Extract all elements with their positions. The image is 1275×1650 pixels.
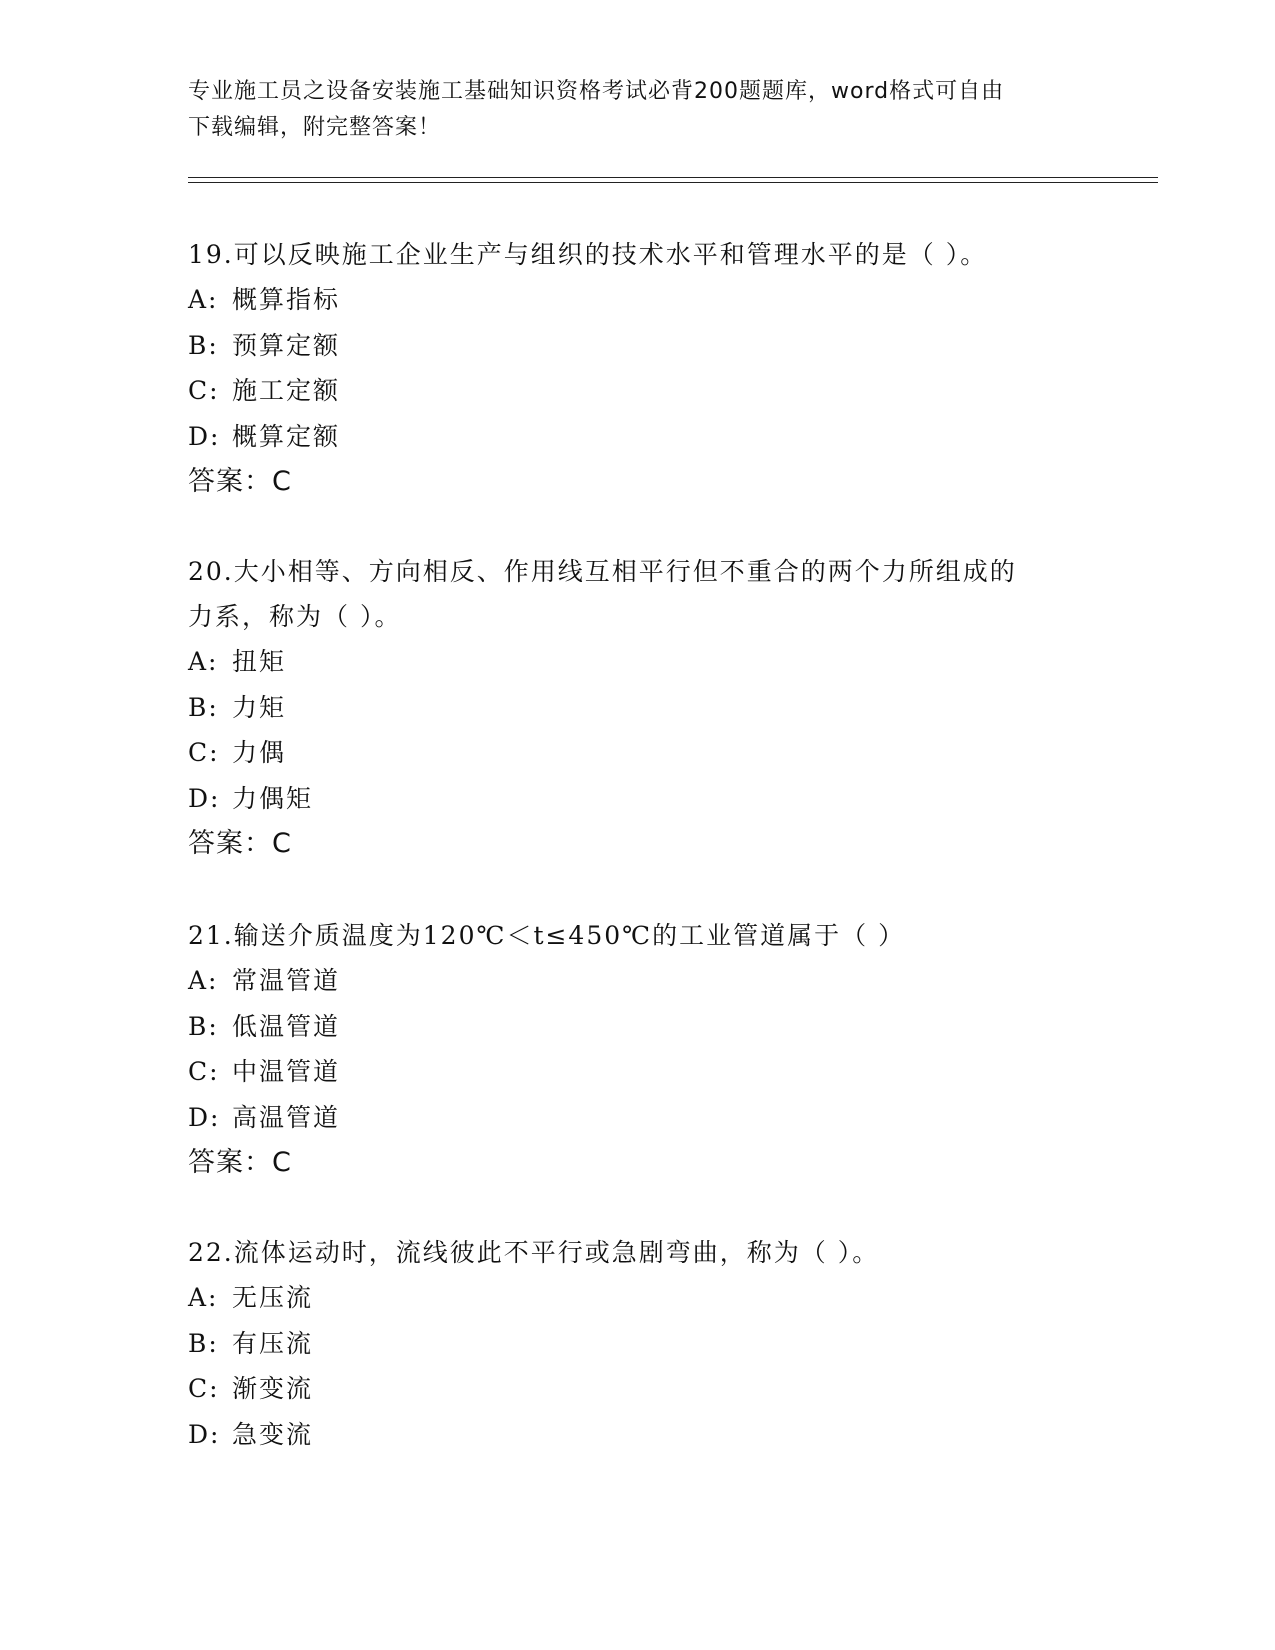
option-letter: A: — [188, 647, 219, 676]
option-text: 渐变流 — [232, 1374, 314, 1404]
option-text: 施工定额 — [232, 376, 341, 406]
option-text: 力偶 — [232, 738, 287, 768]
option-letter: A: — [188, 285, 219, 314]
option-letter: B: — [188, 1328, 219, 1358]
header-divider-top — [188, 177, 1158, 178]
question-stem: 22.流体运动时，流线彼此不平行或急剧弯曲，称为（ ）。 — [188, 1238, 880, 1267]
option-a — [188, 639, 1108, 685]
option-text: 概算定额 — [232, 421, 341, 451]
option-c — [188, 1366, 1108, 1412]
option-text: 常温管道 — [232, 966, 341, 995]
option-letter: A: — [188, 1283, 219, 1312]
option-letter: C: — [188, 376, 220, 406]
option-letter: B: — [188, 1011, 219, 1041]
question-19 — [188, 232, 1108, 505]
question-stem-line-2: 力系，称为（ ）。 — [188, 602, 402, 631]
answer-label: 答案：C — [188, 828, 292, 860]
option-b — [188, 1004, 1108, 1050]
option-b — [188, 323, 1108, 369]
option-text: 低温管道 — [232, 1011, 341, 1041]
option-letter: A: — [188, 966, 219, 995]
option-c — [188, 730, 1108, 776]
header-divider-bottom — [188, 182, 1158, 183]
option-d — [188, 414, 1108, 460]
option-text: 预算定额 — [232, 330, 341, 360]
option-c — [188, 1049, 1108, 1095]
option-letter: C: — [188, 738, 220, 768]
option-a — [188, 1275, 1108, 1321]
question-20 — [188, 549, 1108, 867]
question-stem: 21.输送介质温度为120℃＜t≤450℃的工业管道属于（ ） — [188, 921, 906, 950]
option-d — [188, 776, 1108, 822]
option-letter: C: — [188, 1057, 220, 1087]
option-letter: C: — [188, 1374, 220, 1404]
option-letter: D: — [188, 783, 221, 813]
header-title-line-2: 下载编辑，附完整答案！ — [188, 115, 442, 140]
option-b — [188, 685, 1108, 731]
document-header — [188, 74, 1088, 146]
option-text: 力矩 — [232, 692, 287, 722]
answer-label: 答案：C — [188, 1147, 292, 1179]
question-22 — [188, 1230, 1108, 1457]
option-letter: B: — [188, 330, 219, 360]
option-b — [188, 1321, 1108, 1367]
option-text: 急变流 — [232, 1419, 314, 1449]
option-letter: D: — [188, 1102, 221, 1132]
option-text: 无压流 — [232, 1283, 314, 1312]
option-letter: D: — [188, 421, 221, 451]
option-d — [188, 1095, 1108, 1141]
option-letter: B: — [188, 692, 219, 722]
option-text: 扭矩 — [232, 647, 287, 676]
option-d — [188, 1412, 1108, 1458]
option-text: 概算指标 — [232, 285, 341, 314]
option-text: 中温管道 — [232, 1057, 341, 1087]
option-text: 力偶矩 — [232, 783, 314, 813]
option-a — [188, 958, 1108, 1004]
option-text: 有压流 — [232, 1328, 314, 1358]
header-title-line-1: 专业施工员之设备安装施工基础知识资格考试必背200题题库，word格式可自由 — [188, 79, 1005, 104]
question-stem-line-1: 20.大小相等、方向相反、作用线互相平行但不重合的两个力所组成的 — [188, 557, 1017, 586]
option-c — [188, 368, 1108, 414]
question-stem: 19.可以反映施工企业生产与组织的技术水平和管理水平的是（ ）。 — [188, 240, 988, 269]
option-letter: D: — [188, 1419, 221, 1449]
question-21 — [188, 913, 1108, 1186]
option-text: 高温管道 — [232, 1102, 341, 1132]
option-a — [188, 277, 1108, 323]
answer-label: 答案：C — [188, 466, 292, 498]
